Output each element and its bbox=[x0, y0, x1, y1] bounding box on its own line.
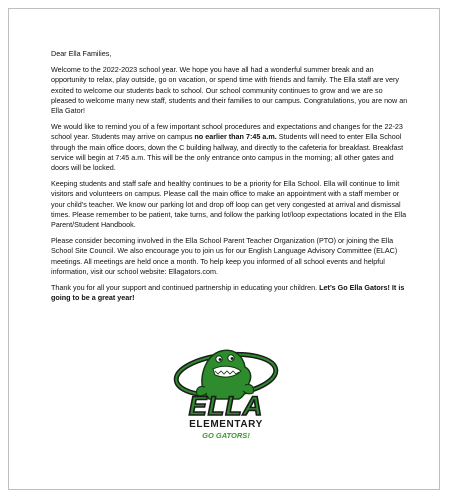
arrival-time-emphasis: no earlier than 7:45 a.m. bbox=[194, 132, 277, 142]
letter-page bbox=[8, 8, 440, 490]
letter-body bbox=[51, 49, 408, 309]
logo-subtitle: ELEMENTARY bbox=[189, 419, 263, 430]
greeting: Dear Ella Families, bbox=[51, 49, 112, 58]
closing-emphasis: Let’s Go Ella Gators! It is going to be a great year! bbox=[51, 283, 405, 303]
paragraph-closing: Thank you for all your support and continued partnership in educating your children. Let’s Go Ella Gators! It is going to be a great year! bbox=[51, 283, 405, 303]
logo-name: ELLA bbox=[188, 391, 264, 421]
paragraph-procedures: We would like to remind you of a few important school procedures and expectations and changes for the 22-23 school year. Students may arrive on campus no earlier than 7:45 a.m. Students will need to enter Ella School through the main office doors, down the C building hallway, and directly to the cafeteria for breakfast. Breakfast service will begin at 7:45 a.m. This will be the only entrance onto campus in the morning; all other gates and doors will be locked. bbox=[51, 122, 404, 173]
ella-gator-logo bbox=[169, 339, 284, 444]
logo-slogan: GO GATORS! bbox=[202, 431, 250, 440]
paragraph-safety: Keeping students and staff safe and healthy continues to be a priority for Ella School. Ella will continue to limit visitors and volunteers on campus. Please call the main office to make an appointment with a staff member or your child’s teacher. We know our parking lot and drop off loop can get very congested at arrival and dismissal times. Please remember to be patient, take turns, and follow the parking lot/loop expectations located in the Ella Parent/Student Handbook. bbox=[51, 179, 407, 230]
paragraph-involvement: Please consider becoming involved in the Ella School Parent Teacher Organization (PTO) or joining the Ella School Site Council. We also encourage you to join us for our English Language Advisory Committee (ELAC) meetings. All meetings are held once a month. To help keep you informed of all school events and helpful information, visit our school website: Ellagators.com. bbox=[51, 236, 398, 276]
paragraph-welcome: Welcome to the 2022-2023 school year. We hope you have all had a wonderful summer break and an opportunity to relax, play outside, go on vacation, or spend time with friends and family. The Ella staff are very excited to welcome our students back to school. Our school community continues to grow and we are so pleased to welcome many new staff, students and their families to our campus. Congratulations, you are now an Ella Gator! bbox=[51, 65, 408, 116]
